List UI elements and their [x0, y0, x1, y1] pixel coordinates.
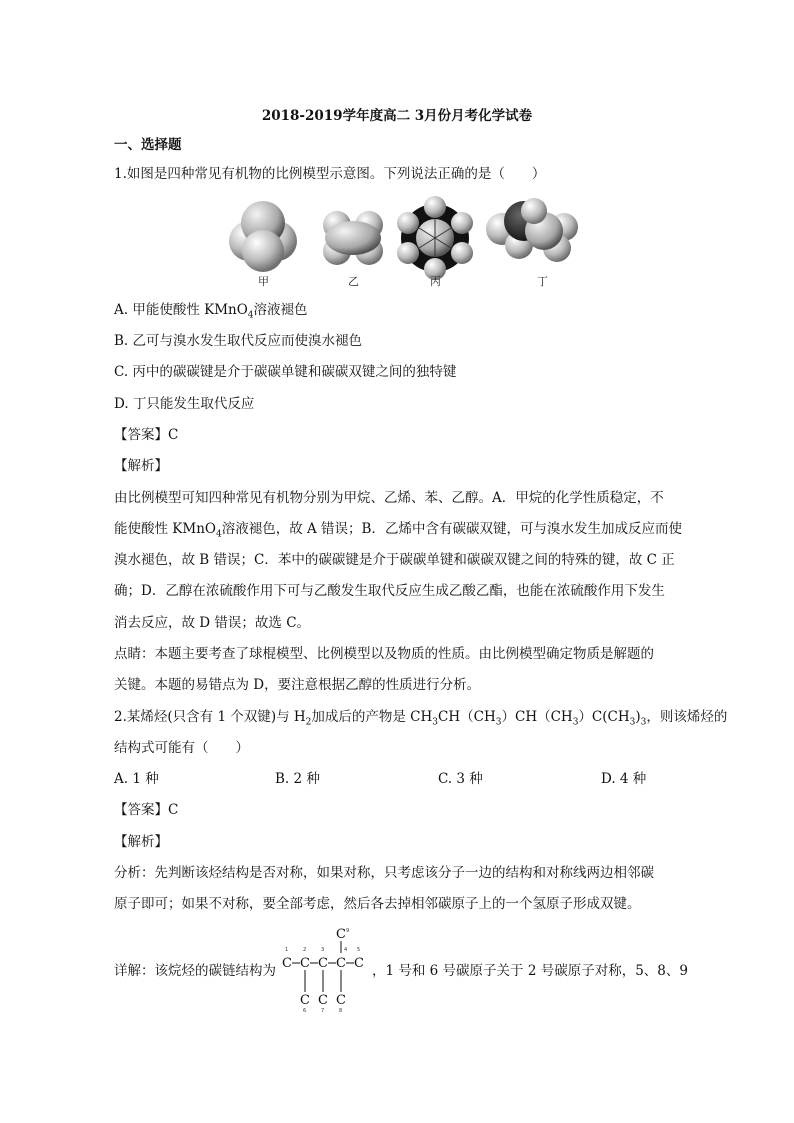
q2-detail-prefix: 详解：该烷烃的碳链结构为 [114, 963, 276, 979]
q1-answer: 【答案】C [114, 427, 179, 443]
figure-label-yi: 乙 [348, 275, 359, 288]
q1-analysis-line: 消去反应，故 D 错误；故选 C。 [114, 615, 311, 631]
option-a-text: A. 甲能使酸性 KMnO [114, 302, 248, 318]
q2-detail-suffix: ，1 号和 6 号碳原子关于 2 号碳原子对称，5、8、9 [372, 963, 688, 979]
subscript: 4 [247, 310, 254, 321]
q2-analysis-line: 分析：先判断该烃结构是否对称，如果对称，只考虑该分子一边的结构和对称线两边相邻碳 [114, 865, 654, 881]
section-heading: 一、选择题 [114, 137, 182, 153]
q1-analysis-line: 由比例模型可知四种常见有机物分别为甲烷、乙烯、苯、乙醇。A．甲烷的化学性质稳定，不 [114, 490, 664, 506]
subscript: 3 [495, 717, 502, 728]
q1-analysis-line [114, 519, 682, 539]
subscript: 3 [432, 717, 439, 728]
stem-text: 加成后的产物是 CH [311, 709, 433, 725]
atom-number-7: 7 [321, 1008, 325, 1014]
figure-label-ding: 丁 [537, 275, 548, 288]
methane-model [229, 201, 297, 272]
option-a-text-tail: 溶液褪色 [253, 302, 308, 318]
analysis-text: 能使酸性 KMnO [114, 521, 216, 537]
molecule-models-figure [219, 193, 584, 293]
q1-comment-line: 关键。本题的易错点为 D，要注意根据乙醇的性质进行分析。 [114, 677, 481, 693]
page-title: 2018-2019学年度高二 3月份月考化学试卷 [261, 108, 533, 124]
ethylene-model [323, 211, 383, 265]
ethanol-model [486, 198, 578, 262]
stem-text: ）C(CH [578, 709, 630, 725]
q2-option-d: D. 4 种 [601, 771, 647, 787]
subscript: 3 [629, 717, 636, 728]
atom-c9: C [336, 927, 346, 942]
q1-option-c: C. 丙中的碳碳键是介于碳碳单键和碳碳双键之间的独特键 [114, 364, 457, 380]
atom-c5: C [354, 956, 364, 971]
atom-number-3: 3 [321, 947, 325, 953]
atom-c3: C [318, 956, 328, 971]
q2-analysis-line: 原子即可；如果不对称，要全部考虑，然后各去掉相邻碳原子上的一个氢原子形成双键。 [114, 896, 641, 912]
q2-analysis-heading: 【解析】 [114, 834, 168, 850]
q1-analysis-line: 溴水褪色，故 B 错误；C．苯中的碳碳键是介于碳碳单键和碳碳双键之间的特殊的键，故 C 正 [114, 552, 675, 568]
q2-options [114, 769, 674, 789]
subscript: 2 [305, 717, 312, 728]
atom-number-9: 9 [346, 928, 350, 934]
q1-comment-line: 点睛：本题主要考查了球棍模型、比例模型以及物质的性质。由比例模型确定物质是解题的 [114, 646, 654, 662]
models-svg [219, 193, 584, 293]
atom-number-8: 8 [339, 1008, 343, 1014]
atom-number-5: 5 [357, 947, 361, 953]
atom-c8: C [336, 993, 346, 1008]
q2-stem [114, 707, 727, 727]
subscript: 3 [572, 717, 579, 728]
q1-option-b: B. 乙可与溴水发生取代反应而使溴水褪色 [114, 333, 363, 349]
atom-c1: C [282, 956, 292, 971]
atom-c6: C [300, 993, 310, 1008]
atom-number-1: 1 [285, 947, 289, 953]
figure-label-bing: 丙 [430, 275, 441, 288]
atom-c4: C [336, 956, 346, 971]
carbon-chain-svg [282, 926, 372, 1016]
stem-text: 2.某烯烃(只含有 1 个双键)与 H [114, 709, 306, 725]
q2-stem-line2: 结构式可能有（ ） [114, 740, 249, 756]
analysis-text-tail: 溶液褪色，故 A 错误；B．乙烯中含有碳碳双键，可与溴水发生加成反应而使 [221, 521, 682, 537]
atom-c2: C [300, 956, 310, 971]
subscript: 4 [215, 529, 222, 540]
q1-stem: 1.如图是四种常见有机物的比例模型示意图。下列说法正确的是（ ） [114, 166, 546, 182]
q2-option-a: A. 1 种 [114, 771, 159, 787]
q1-analysis-line: 确；D．乙醇在浓硫酸作用下可与乙酸发生取代反应生成乙酸乙酯，也能在浓硫酸作用下发生 [114, 583, 665, 599]
q1-analysis-heading: 【解析】 [114, 458, 168, 474]
stem-text: ）CH（CH [501, 709, 573, 725]
atom-number-6: 6 [303, 1008, 307, 1014]
stem-text: ) [635, 709, 641, 725]
q1-option-a [114, 300, 308, 320]
q2-option-c: C. 3 种 [438, 771, 483, 787]
q2-answer: 【答案】C [114, 802, 179, 818]
q2-option-b: B. 2 种 [275, 771, 320, 787]
stem-text: CH（CH [438, 709, 496, 725]
subscript: 3 [640, 717, 647, 728]
atom-number-4: 4 [344, 947, 348, 953]
atom-c7: C [318, 993, 328, 1008]
benzene-model [397, 196, 473, 280]
stem-text: ，则该烯烃的 [646, 709, 728, 725]
atom-number-2: 2 [303, 947, 307, 953]
carbon-chain-structure [282, 926, 372, 1016]
figure-label-jia: 甲 [258, 275, 269, 288]
q1-option-d: D. 丁只能发生取代反应 [114, 396, 255, 412]
